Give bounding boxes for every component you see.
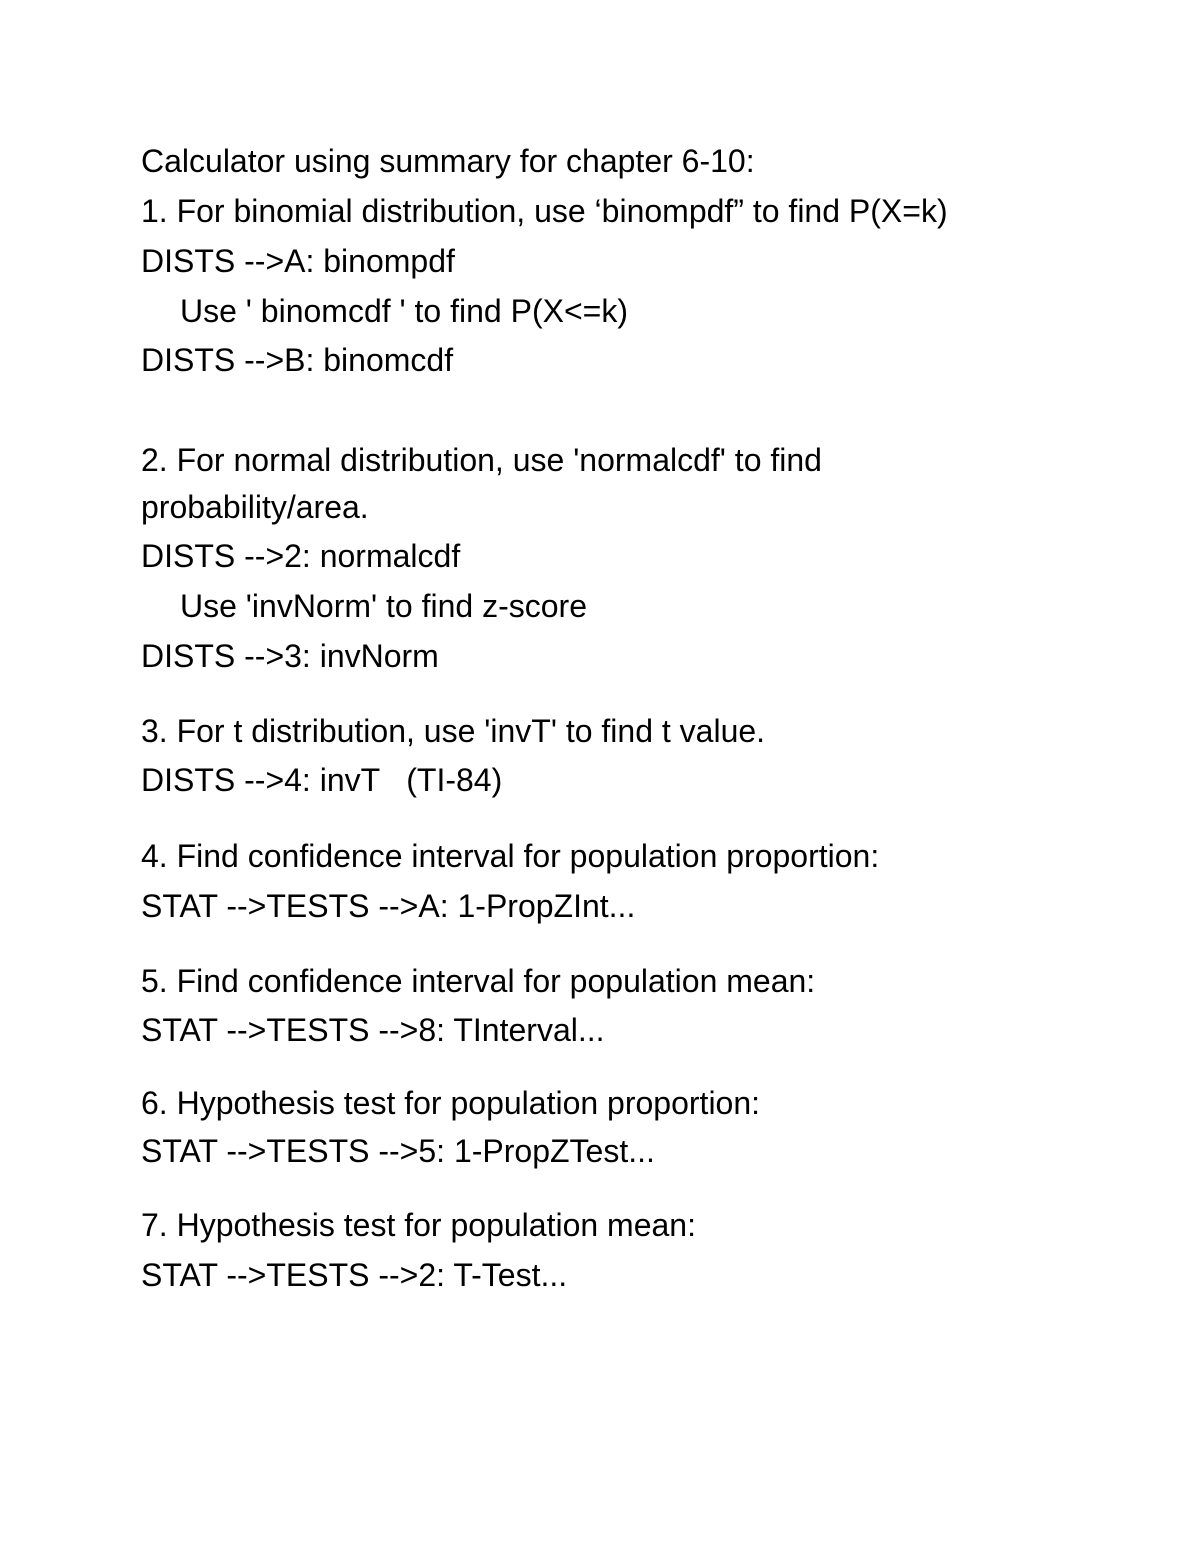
section-1-line: DISTS -->B: binomcdf: [141, 342, 454, 378]
section-5-heading: 5. Find confidence interval for population mean:: [141, 963, 816, 999]
section-2-line: DISTS -->3: invNorm: [141, 638, 439, 674]
section-2-heading: 2. For normal distribution, use 'normalcdf' to find: [141, 442, 822, 478]
section-7-heading: 7. Hypothesis test for population mean:: [141, 1207, 696, 1243]
section-1-heading: 1. For binomial distribution, use ‘binompdf” to find P(X=k): [141, 193, 948, 229]
section-2-line: probability/area.: [141, 489, 369, 525]
section-6-heading: 6. Hypothesis test for population proportion:: [141, 1085, 761, 1121]
section-2-line: DISTS -->2: normalcdf: [141, 538, 461, 574]
section-6-line: STAT -->TESTS -->5: 1-PropZTest...: [141, 1133, 655, 1169]
section-3-line: DISTS -->4: invT (TI-84): [141, 762, 503, 798]
section-4-heading: 4. Find confidence interval for population proportion:: [141, 838, 880, 874]
section-4-line: STAT -->TESTS -->A: 1-PropZInt...: [141, 888, 636, 924]
document-title: Calculator using summary for chapter 6-10:: [141, 143, 755, 179]
section-1-line: Use ' binomcdf ' to find P(X<=k): [180, 293, 628, 329]
section-1-line: DISTS -->A: binompdf: [141, 243, 455, 279]
section-3-heading: 3. For t distribution, use 'invT' to find t value.: [141, 713, 766, 749]
section-2-line: Use 'invNorm' to find z-score: [180, 588, 587, 624]
section-5-line: STAT -->TESTS -->8: TInterval...: [141, 1012, 605, 1048]
section-7-line: STAT -->TESTS -->2: T-Test...: [141, 1257, 568, 1293]
